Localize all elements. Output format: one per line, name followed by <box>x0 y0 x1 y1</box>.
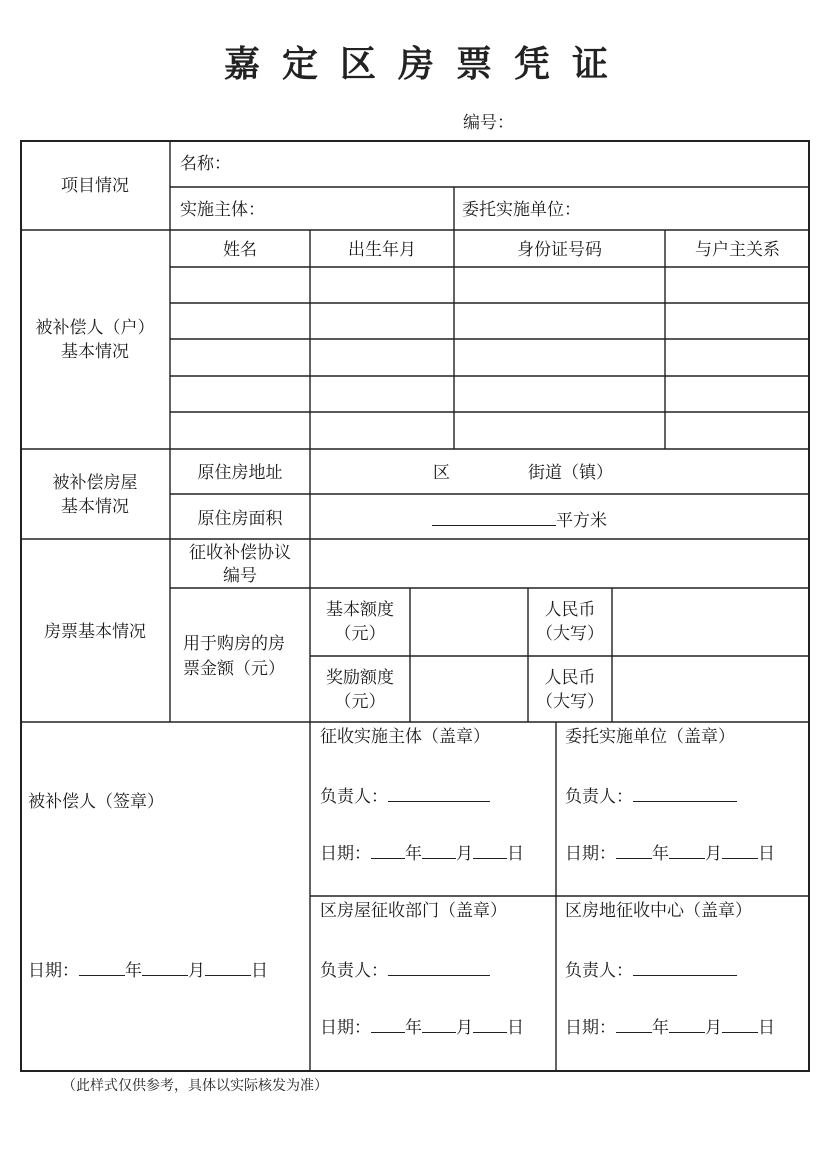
entrusted-unit-label: 委托实施单位： <box>462 200 581 220</box>
house-section-label-line2: 基本情况 <box>61 497 129 517</box>
area-blank <box>432 507 556 526</box>
ticket-section-label: 房票基本情况 <box>44 622 146 642</box>
responsible-line: 负责人： <box>565 783 737 809</box>
responsible-line: 负责人： <box>320 783 490 809</box>
district-label: 区 <box>433 463 450 483</box>
agreement-number-label-line1: 征收补偿协议 <box>189 543 291 563</box>
district-center-seal-label: 区房地征收中心（盖章） <box>565 901 752 921</box>
column-header-id-number: 身份证号码 <box>517 240 602 260</box>
project-section-label: 项目情况 <box>61 176 129 196</box>
impl-entity-seal-label: 征收实施主体（盖章） <box>320 727 490 747</box>
reward-quota-label-line2: （元） <box>334 692 386 712</box>
responsible-line: 负责人： <box>565 957 737 983</box>
footer-note: （此样式仅供参考，具体以实际核发为准） <box>62 1078 328 1094</box>
compensated-signature-label: 被补偿人（签章） <box>28 792 164 812</box>
original-address-label: 原住房地址 <box>197 463 283 483</box>
household-section-label-line1: 被补偿人（户） <box>35 318 155 338</box>
rmb-label-line2: （大写） <box>536 624 604 644</box>
column-header-name: 姓名 <box>223 240 257 260</box>
date-line: 日期： 年 月 日 <box>565 840 775 866</box>
house-section-label-line1: 被补偿房屋 <box>52 473 138 493</box>
original-area-label: 原住房面积 <box>197 509 283 529</box>
rmb-label-line1: 人民币 <box>544 600 596 620</box>
date-line: 日期： 年 月 日 <box>320 1014 524 1040</box>
basic-quota-label-line1: 基本额度 <box>326 600 394 620</box>
column-header-relation: 与户主关系 <box>695 240 780 260</box>
ticket-amount-label-line2: 票金额（元） <box>183 659 285 679</box>
district-dept-seal-label: 区房屋征收部门（盖章） <box>320 901 507 921</box>
rmb-label-line1: 人民币 <box>544 668 596 688</box>
area-field <box>432 507 607 533</box>
implementing-entity-label: 实施主体： <box>180 200 265 220</box>
number-label: 编号： <box>463 113 514 133</box>
form-grid <box>20 140 810 1072</box>
column-header-birth: 出生年月 <box>348 240 416 260</box>
date-line: 日期： 年 月 日 <box>320 840 524 866</box>
area-unit-label: 平方米 <box>556 511 607 531</box>
rmb-label-line2: （大写） <box>536 692 604 712</box>
date-line: 日期： 年 月 日 <box>565 1014 775 1040</box>
entrusted-unit-seal-label: 委托实施单位（盖章） <box>565 727 735 747</box>
page-title: 嘉定区房票凭证 <box>223 43 630 85</box>
street-town-label: 街道（镇） <box>528 463 613 483</box>
agreement-number-label-line2: 编号 <box>223 566 257 586</box>
responsible-line: 负责人： <box>320 957 490 983</box>
reward-quota-label-line1: 奖励额度 <box>326 668 394 688</box>
household-section-label-line2: 基本情况 <box>61 342 129 362</box>
ticket-amount-label-line1: 用于购房的房 <box>183 634 285 654</box>
project-name-label: 名称： <box>180 154 231 174</box>
basic-quota-label-line2: （元） <box>334 624 386 644</box>
date-line: 日期： 年 月 日 <box>28 957 268 983</box>
